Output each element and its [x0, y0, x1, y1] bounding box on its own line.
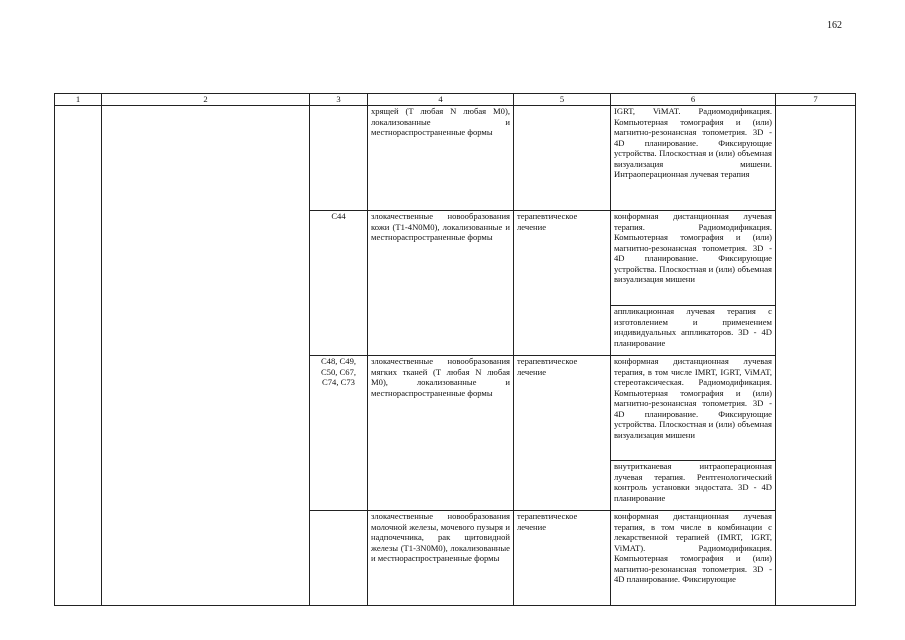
method-cell: внутритканевая интраоперационная лучевая терапия. Рентгенологический контроль установки эндостата. 3D - 4D планирование: [611, 461, 776, 511]
method-cell: конформная дистанционная лучевая терапия, в том числе IMRT, IGRT, ViMAT, стереотаксическая. Радиомодификация. Компьютерная томография и (или) магнитно-резонансная топометрия. 3D - 4D планирование. Фиксирующие устройства. Плоскостная и (или) объемная визуализация мишени: [611, 356, 776, 461]
column-header: 3: [310, 94, 368, 106]
treatment-type-cell: терапевтическое лечение: [514, 211, 611, 356]
col1-cell: [55, 106, 102, 606]
method-cell: IGRT, ViMAT. Радиомодификация. Компьютерная томография и (или) магнитно-резонансная топометрия. 3D - 4D планирование. Фиксирующие устройства. Плоскостная и (или) объемная визуализация мишени. Интраоперационная лучевая терапия: [611, 106, 776, 211]
diagnosis-cell: злокачественные новообразования кожи (T1-4N0M0), локализованные и местнораспространенные формы: [368, 211, 514, 356]
treatment-table: [54, 93, 856, 606]
page-number: 162: [827, 20, 842, 31]
icd-code-cell: C44: [310, 211, 368, 356]
method-cell: конформная дистанционная лучевая терапия. Радиомодификация. Компьютерная томография и (или) магнитно-резонансная топометрия. 3D - 4D планирование. Фиксирующие устройства. Плоскостная и (или) объемная визуализация мишени: [611, 211, 776, 306]
treatment-type-cell: [514, 106, 611, 211]
column-header: 1: [55, 94, 102, 106]
table-row: [55, 106, 856, 211]
method-cell: конформная дистанционная лучевая терапия, в том числе в комбинации с лекарственной терапией (IMRT, IGRT, ViMAT). Радиомодификация. Компьютерная томография и (или) магнитно-резонансная топометрия. 3D - 4D планирование. Фиксирующие: [611, 511, 776, 606]
column-header: 2: [102, 94, 310, 106]
method-cell: аппликационная лучевая терапия с изготовлением и применением индивидуальных аппликаторов. 3D - 4D планирование: [611, 306, 776, 356]
diagnosis-cell: злокачественные новообразования молочной железы, мочевого пузыря и надпочечника, рак щитовидной железы (T1-3N0M0), локализованные и местнораспространенные формы: [368, 511, 514, 606]
diagnosis-cell: хрящей (T любая N любая M0), локализованные и местнораспространенные формы: [368, 106, 514, 211]
column-header: 5: [514, 94, 611, 106]
column-header: 6: [611, 94, 776, 106]
header-row: [55, 94, 856, 106]
col7-cell: [776, 106, 856, 606]
treatment-type-cell: терапевтическое лечение: [514, 356, 611, 511]
icd-code-cell: [310, 106, 368, 211]
treatment-type-cell: терапевтическое лечение: [514, 511, 611, 606]
col2-cell: [102, 106, 310, 606]
icd-code-cell: [310, 511, 368, 606]
diagnosis-cell: злокачественные новообразования мягких тканей (T любая N любая M0), локализованные и местнораспространенные формы: [368, 356, 514, 511]
column-header: 4: [368, 94, 514, 106]
column-header: 7: [776, 94, 856, 106]
icd-code-cell: C48, C49, C50, C67, C74, C73: [310, 356, 368, 511]
